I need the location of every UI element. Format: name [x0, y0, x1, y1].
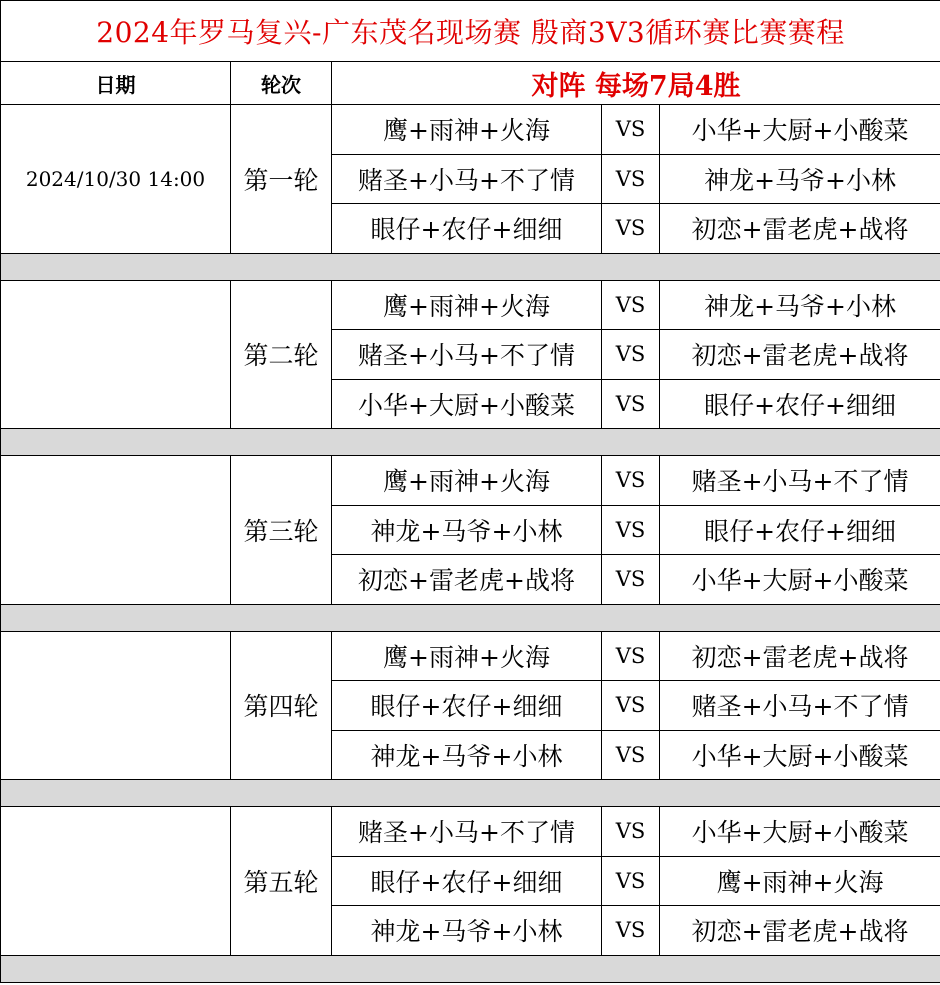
away-team: 赌圣+小马+不了情 [660, 456, 940, 506]
header-row [1, 62, 940, 105]
round-date [1, 280, 231, 429]
home-team: 小华+大厨+小酸菜 [332, 379, 602, 429]
away-team: 小华+大厨+小酸菜 [660, 105, 940, 155]
round-date: 2024/10/30 14:00 [1, 105, 231, 254]
home-team: 眼仔+农仔+细细 [332, 856, 602, 906]
vs-label: VS [602, 856, 660, 906]
away-team: 神龙+马爷+小林 [660, 154, 940, 204]
vs-label: VS [602, 906, 660, 956]
away-team: 赌圣+小马+不了情 [660, 681, 940, 731]
match-row [1, 631, 940, 681]
header-matchup: 对阵 每场7局4胜 [332, 62, 940, 105]
vs-label: VS [602, 807, 660, 857]
round-separator [1, 955, 940, 982]
vs-label: VS [602, 204, 660, 254]
round-name: 第三轮 [231, 456, 332, 605]
home-team: 初恋+雷老虎+战将 [332, 555, 602, 605]
home-team: 赌圣+小马+不了情 [332, 154, 602, 204]
round-separator [1, 253, 940, 280]
round-date [1, 456, 231, 605]
home-team: 神龙+马爷+小林 [332, 505, 602, 555]
round-name: 第一轮 [231, 105, 332, 254]
separator-band [1, 429, 940, 456]
vs-label: VS [602, 105, 660, 155]
vs-label: VS [602, 730, 660, 780]
home-team: 赌圣+小马+不了情 [332, 330, 602, 380]
away-team: 神龙+马爷+小林 [660, 280, 940, 330]
vs-label: VS [602, 631, 660, 681]
sheet-title: 2024年罗马复兴-广东茂名现场赛 殷商3V3循环赛比赛赛程 [1, 1, 940, 62]
home-team: 鹰+雨神+火海 [332, 456, 602, 506]
away-team: 初恋+雷老虎+战将 [660, 631, 940, 681]
round-separator [1, 429, 940, 456]
vs-label: VS [602, 456, 660, 506]
header-date: 日期 [1, 62, 231, 105]
home-team: 神龙+马爷+小林 [332, 906, 602, 956]
vs-label: VS [602, 379, 660, 429]
away-team: 小华+大厨+小酸菜 [660, 555, 940, 605]
round-separator [1, 780, 940, 807]
vs-label: VS [602, 330, 660, 380]
away-team: 眼仔+农仔+细细 [660, 505, 940, 555]
round-date [1, 631, 231, 780]
round-name: 第二轮 [231, 280, 332, 429]
separator-band [1, 604, 940, 631]
round-name: 第四轮 [231, 631, 332, 780]
home-team: 眼仔+农仔+细细 [332, 204, 602, 254]
away-team: 鹰+雨神+火海 [660, 856, 940, 906]
vs-label: VS [602, 681, 660, 731]
match-row [1, 807, 940, 857]
round-name: 第五轮 [231, 807, 332, 956]
header-round: 轮次 [231, 62, 332, 105]
away-team: 初恋+雷老虎+战将 [660, 330, 940, 380]
round-date [1, 807, 231, 956]
home-team: 鹰+雨神+火海 [332, 631, 602, 681]
away-team: 初恋+雷老虎+战将 [660, 204, 940, 254]
match-row [1, 280, 940, 330]
separator-band [1, 955, 940, 982]
vs-label: VS [602, 505, 660, 555]
home-team: 眼仔+农仔+细细 [332, 681, 602, 731]
round-separator [1, 604, 940, 631]
match-row [1, 105, 940, 155]
schedule-body [1, 1, 940, 983]
separator-band [1, 253, 940, 280]
vs-label: VS [602, 555, 660, 605]
separator-band [1, 780, 940, 807]
title-row [1, 1, 940, 62]
match-row [1, 456, 940, 506]
vs-label: VS [602, 154, 660, 204]
away-team: 初恋+雷老虎+战将 [660, 906, 940, 956]
away-team: 眼仔+农仔+细细 [660, 379, 940, 429]
home-team: 鹰+雨神+火海 [332, 105, 602, 155]
away-team: 小华+大厨+小酸菜 [660, 807, 940, 857]
home-team: 赌圣+小马+不了情 [332, 807, 602, 857]
away-team: 小华+大厨+小酸菜 [660, 730, 940, 780]
home-team: 鹰+雨神+火海 [332, 280, 602, 330]
home-team: 神龙+马爷+小林 [332, 730, 602, 780]
vs-label: VS [602, 280, 660, 330]
